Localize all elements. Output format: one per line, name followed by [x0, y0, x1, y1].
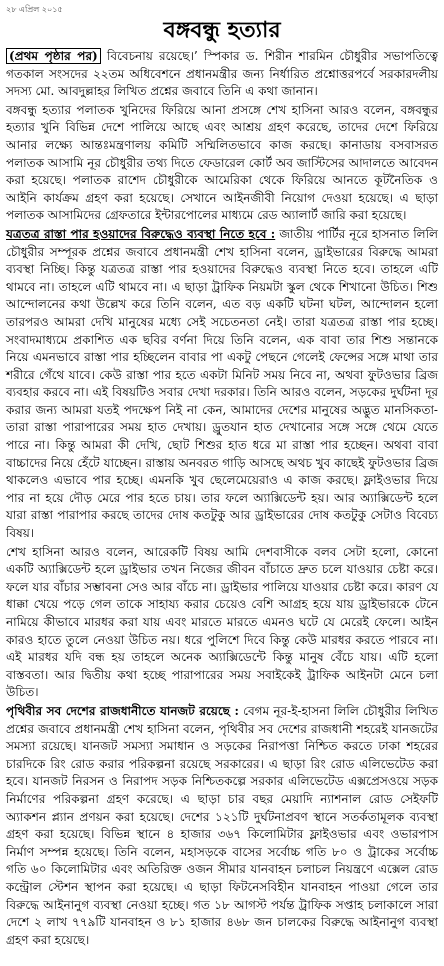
continued-from-label: (প্রথম পৃষ্ঠার পর): [6, 48, 101, 64]
article-paragraph-5: [6, 703, 438, 949]
article-paragraph-1: [6, 48, 438, 101]
paragraph-text: শেখ হাসিনা আরও বলেন, আরেকটি বিষয় আমি দেশবাসীকে বলব সেটা হলো, কোনো একটি অ্যাক্সিডেন্ট হলে ড্রাইভার তখন নিজের জীবন বাঁচাতে দ্রুত চলে যাওয়ার চেষ্টা করে। ফলে যার বাঁচার সম্ভাবনা সেও আর বাঁচে না। ড্রাইভার পালিয়ে যাওয়ার চেষ্টা করে। কারণ যে ধাক্কা খেয়ে পড়ে গেল তাকে সাহায্য করার চেয়েও বেশি আগ্রহ হয়ে যায় ড্রাইভারকে টেনে নামিয়ে কীভাবে মারধর করা যায় এবং মারতে মারতে এমনও ঘটে যে মেরেই ফেলে। আইন কারও হাতে তুলে নেওয়া উচিত নয়। ধরে পুলিশে দিবে কিন্তু কেউ মারধর করতে পারবে না। এই মারধর যদি বন্ধ হয় তাহলে অনেক অ্যাক্সিডেন্টে কিন্তু মানুষ বেঁচে যায়। এটি হলো বাস্তবতা। আর দ্বিতীয় কথা হচ্ছে পারাপারের সময় সবাইকেই ট্রাফিক আইনটা মেনে চলা উচিত।: [6, 544, 438, 700]
article-body: [6, 48, 438, 949]
article-paragraph-2: [6, 102, 438, 225]
paragraph-text: বিবেচনায় রয়েছে।’ স্পিকার ড. শিরীন শারমিন চৌধুরীর সভাপতিত্বে গতকাল সংসদের ২২তম অধিবেশনে প্রধানমন্ত্রীর জন্য নির্ধারিত প্রশ্নোত্তরপর্বে সরকারদলীয় সদস্য মো. আবদুল্লাহর লিখিত প্রশ্নের জবাবে তিনি এ কথা জানান।: [6, 49, 438, 99]
paragraph-text: বঙ্গবন্ধু হত্যার পলাতক খুনিদের ফিরিয়ে আনা প্রসঙ্গে শেখ হাসিনা আরও বলেন, বঙ্গবন্ধুর হত্যার খুনি বিভিন্ন দেশে পালিয়ে আছে এবং আশ্রয় গ্রহণ করেছে, তাদের দেশে ফিরিয়ে আনার লক্ষ্যে আন্তঃমন্ত্রণালয় কমিটি সম্মিলিতভাবে কাজ করছে। কানাডায় বসবাসরত পলাতক আসামি নূর চৌধুরীর তথ্য দিতে ফেডারেল কোর্ট অব জাস্টিসের আদালতে আবেদন করা হয়েছে। পলাতক রাশেদ চৌধুরীকে আমেরিকা থেকে ফিরিয়ে আনতে কূটনৈতিক ও আইনি কার্যক্রম গ্রহণ করা হয়েছে। সেখানে আইনজীবী নিয়োগ দেওয়া হয়েছে। এ ছাড়া পলাতক আসামিদের গ্রেফতারে ইন্টারপোলের মাধ্যমে রেড অ্যালার্ট জারি করা হয়েছে।: [6, 102, 438, 223]
section-subhead: পৃথিবীর সব দেশের রাজধানীতে যানজট রয়েছে :: [6, 703, 239, 718]
paragraph-text: বেগম নূর-ই-হাসনা লিলি চৌধুরীর লিখিত প্রশ্নের জবাবে প্রধানমন্ত্রী শেখ হাসিনা বলেন, পৃথিবীর সব দেশের রাজধানী শহরেই যানজটের সমস্যা রয়েছে। যানজট সমস্যা সমাধান ও সড়কের নিরাপত্তা নিশ্চিত করতে ঢাকা শহরের চারদিকে রিং রোড করার পরিকল্পনা রয়েছে সরকারের। এ ছাড়া রিং রোড এলিভেটেড করা হবে। যানজট নিরসন ও নিরাপদ সড়ক নিশ্চিতকল্পে সরকার এলিভেটেড এক্সপ্রেসওয়ে সড়ক নির্মাণের পরিকল্পনা গ্রহণ করেছে। এ ছাড়া চার বছর মেয়াদি ন্যাশনাল রোড সেইফটি অ্যাকশন প্ল্যান প্রণয়ন করা হয়েছে। দেশের ১২১টি দুর্ঘটনাপ্রবণ স্থানে সতর্কতামূলক ব্যবস্থা গ্রহণ করা হয়েছে। বিভিন্ন স্থানে ৪ হাজার ৩৬৭ কিলোমিটার ফ্লাইওভার এবং ওভারপাস নির্মাণ সম্পন্ন হয়েছে। তিনি বলেন, মহাসড়কে বাসের সর্বোচ্চ গতি ৮০ ও ট্রাকের সর্বোচ্চ গতি ৬০ কিলোমিটার এবং অতিরিক্ত ওজন সীমার যানবাহন চলাচল নিয়ন্ত্রণে এক্সেল রোড কন্ট্রোল স্টেশন স্থাপন করা হয়েছে। এ ছাড়া ফিটনেসবিহীন যানবাহন পাওয়া গেলে তার বিরুদ্ধে আইনানুগ ব্যবস্থা নেওয়া হচ্ছে। গত ১৮ আগস্ট পর্যন্ত ট্রাফিক সপ্তাহ চলাকালে সারা দেশে ২ লাখ ৭৭৯টি যানবাহন ও ৮১ হাজার ৪৬৮ জন চালকের বিরুদ্ধে আইনানুগ ব্যবস্থা গ্রহণ করা হয়েছে।: [6, 703, 438, 947]
section-subhead: যত্রতত্র রাস্তা পার হওয়াদের বিরুদ্ধেও ব্যবস্থা নিতে হবে :: [6, 226, 276, 241]
masthead-date: ২৮ এপ্রিল ২০১৫: [6, 5, 63, 14]
paragraph-text: জাতীয় পার্টির নূরে হাসনাত লিলি চৌধুরীর সম্পূরক প্রশ্নের জবাবে প্রধানমন্ত্রী শেখ হাসিনা বলেন, ড্রাইভারের বিরুদ্ধে আমরা ব্যবস্থা নিচ্ছি। কিন্তু যত্রতত্র রাস্তা পার হওয়াদের বিরুদ্ধেও ব্যবস্থা নিতে হবে। তাহলে এটি থামবে না। তাহলে এটি থামবে না। এ ছাড়া ট্রাফিক নিয়মটা স্কুল থেকে শিখানো উচিত। শিশু আন্দোলনের কথা উল্লেখ করে তিনি বলেন, এত বড় একটি ঘটনা ঘটল, আন্দোলন হলো তারপরও আমরা দেখি মানুষের মধ্যে সেই সচেতনতা নেই। তারা যত্রতত্র রাস্তা পার হচ্ছে। সংবাদমাধ্যমে প্রকাশিত এক ছবির বর্ণনা দিয়ে তিনি বলেন, এক বাবা তার শিশু সন্তানকে নিয়ে এমনভাবে রাস্তা পার হচ্ছিলেন বাবার পা একটু পেছনে গেলেই ফেন্সের সঙ্গে মাথা তার শরীরে গেঁথে যাবে। কেউ রাস্তা পার হতে একটা মিনিট সময় নিবে না, অথবা ফুটওভার ব্রিজ ব্যবহার করবে না। এই বিষয়টিও সবার দেখা দরকার। তিনি আরও বলেন, সড়কের দুর্ঘটনা দূর করার জন্য আমরা যতই পদক্ষেপ নিই না কেন, আমাদের দেশের মানুষের অদ্ভুত মানসিকতা-তারা রাস্তা পারাপারের সময় হাত দেখায়। ড্রুতযান হাত দেখানোর সঙ্গে সঙ্গে থেমে যেতে পারে না। কিন্তু আমরা কী দেখি, ছোট শিশুর হাত ধরে মা রাস্তা পার হচ্ছেন। অথবা বাবা বাচ্চাদের নিয়ে হেঁটে যাচ্ছেন। রাস্তায় অনবরত গাড়ি আসছে অথচ খুব কাছেই ফুটওভার ব্রিজ থাকলেও এভাবে পার হচ্ছে। এমনকি খুব ছেলেমেয়েরাও এ কাজ করছে। ফ্লাইওভার দিয়ে পার না হয়ে দৌড় মেরে পার হতে চায়। তার ফলে অ্যাক্সিডেন্ট হয়। আর অ্যাক্সিডেন্ট হলে যারা রাস্তা পারাপার করছে তাদের দোষ কতটুকু আর ড্রাইভারের দোষ কতটুকু সেটাও বিবেচ্য বিষয়।: [6, 226, 438, 541]
article-paragraph-3: [6, 226, 438, 543]
article-headline: বঙ্গবন্ধু হত্যার: [163, 17, 281, 43]
article-paragraph-4: [6, 544, 438, 702]
